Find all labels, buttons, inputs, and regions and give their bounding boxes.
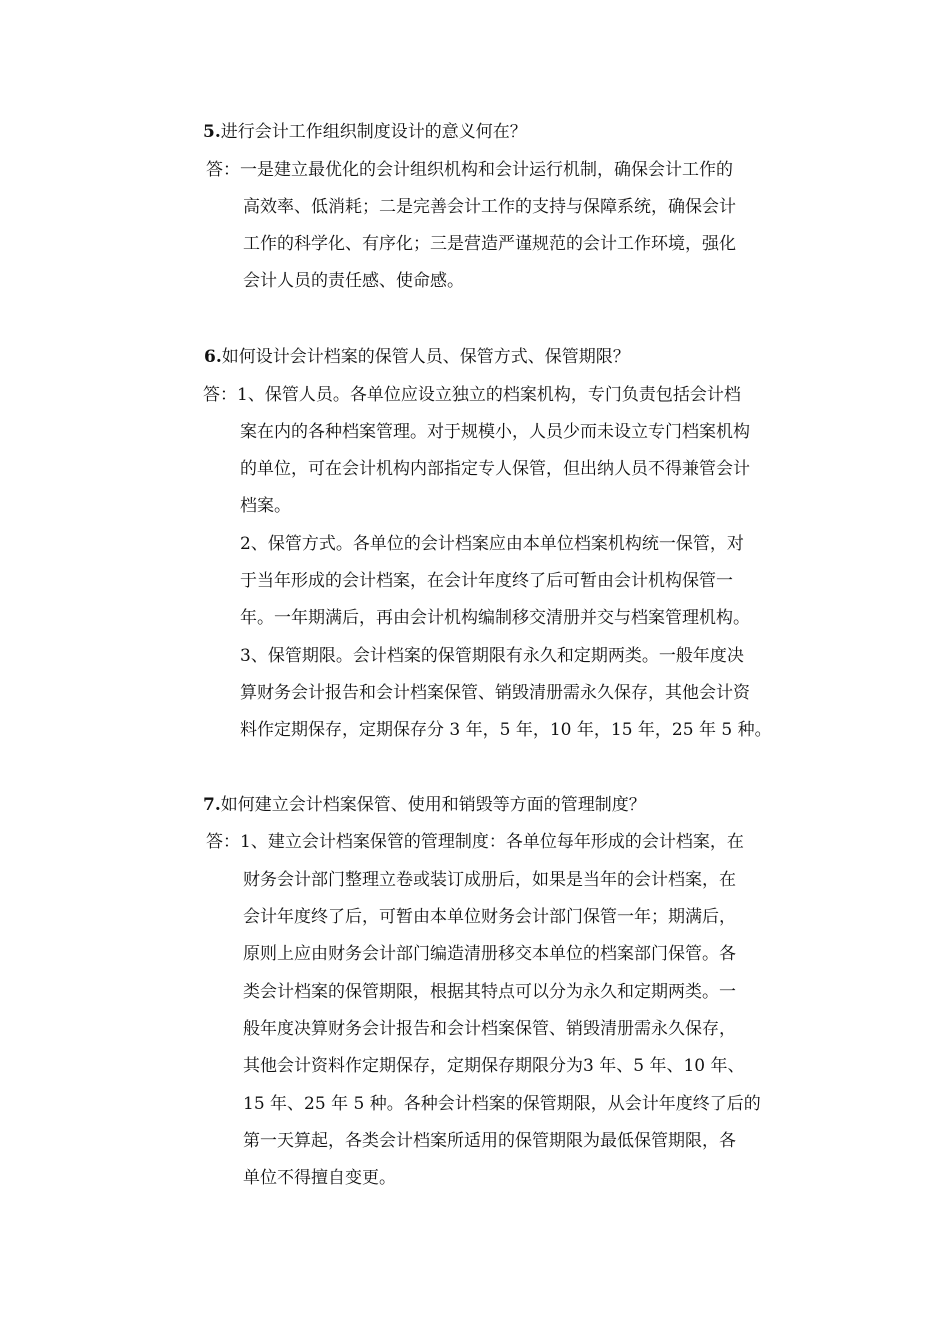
answer-line: 年。一年期满后，再由会计机构编制移交清册并交与档案管理机构。 bbox=[240, 608, 750, 628]
answer-line: 答：1、建立会计档案保管的管理制度：各单位每年形成的会计档案，在 bbox=[206, 832, 744, 852]
answer-line: 案在内的各种档案管理。对于规模小，人员少而未设立专门档案机构 bbox=[240, 422, 750, 442]
answer-line: 答：一是建立最优化的会计组织机构和会计运行机制，确保会计工作的 bbox=[206, 160, 733, 180]
question-number: 5. bbox=[203, 122, 221, 142]
answer-line: 财务会计部门整理立卷或装订成册后，如果是当年的会计档案，在 bbox=[243, 870, 736, 890]
question-5 bbox=[203, 121, 527, 143]
answer-line: 其他会计资料作定期保存，定期保存期限分为3 年、5 年、10 年、 bbox=[243, 1056, 745, 1076]
answer-line: 类会计档案的保管期限，根据其特点可以分为永久和定期两类。一 bbox=[243, 982, 736, 1002]
answer-line: 会计人员的责任感、使命感。 bbox=[243, 271, 464, 291]
question-text: 进行会计工作组织制度设计的意义何在？ bbox=[220, 122, 527, 142]
answer-line: 2、保管方式。各单位的会计档案应由本单位档案机构统一保管，对 bbox=[240, 534, 744, 554]
answer-line: 算财务会计报告和会计档案保管、销毁清册需永久保存，其他会计资 bbox=[240, 683, 750, 703]
answer-line: 会计年度终了后，可暂由本单位财务会计部门保管一年；期满后， bbox=[243, 907, 736, 927]
answer-line: 工作的科学化、有序化；三是营造严谨规范的会计工作环境，强化 bbox=[243, 234, 736, 254]
answer-line: 原则上应由财务会计部门编造清册移交本单位的档案部门保管。各 bbox=[243, 944, 736, 964]
answer-line: 15 年、25 年 5 种。各种会计档案的保管期限，从会计年度终了后的 bbox=[243, 1094, 761, 1114]
answer-line: 3、保管期限。会计档案的保管期限有永久和定期两类。一般年度决 bbox=[240, 646, 744, 666]
question-text: 如何建立会计档案保管、使用和销毁等方面的管理制度？ bbox=[220, 795, 646, 815]
question-6 bbox=[204, 346, 630, 368]
answer-line: 高效率、低消耗；二是完善会计工作的支持与保障系统，确保会计 bbox=[243, 197, 736, 217]
answer-line: 答：1、保管人员。各单位应设立独立的档案机构，专门负责包括会计档 bbox=[203, 385, 741, 405]
answer-line: 第一天算起，各类会计档案所适用的保管期限为最低保管期限，各 bbox=[243, 1131, 736, 1151]
answer-line: 料作定期保存，定期保存分 3 年，5 年，10 年，15 年，25 年 5 种。 bbox=[240, 720, 772, 740]
question-7 bbox=[203, 794, 646, 816]
answer-line: 档案。 bbox=[240, 496, 291, 516]
question-text: 如何设计会计档案的保管人员、保管方式、保管期限？ bbox=[221, 347, 630, 367]
answer-line: 般年度决算财务会计报告和会计档案保管、销毁清册需永久保存， bbox=[243, 1019, 736, 1039]
answer-line: 于当年形成的会计档案，在会计年度终了后可暂由会计机构保管一 bbox=[240, 571, 733, 591]
answer-line: 的单位，可在会计机构内部指定专人保管，但出纳人员不得兼管会计 bbox=[240, 459, 750, 479]
question-number: 7. bbox=[203, 795, 221, 815]
answer-line: 单位不得擅自变更。 bbox=[243, 1168, 396, 1188]
question-number: 6. bbox=[204, 347, 222, 367]
